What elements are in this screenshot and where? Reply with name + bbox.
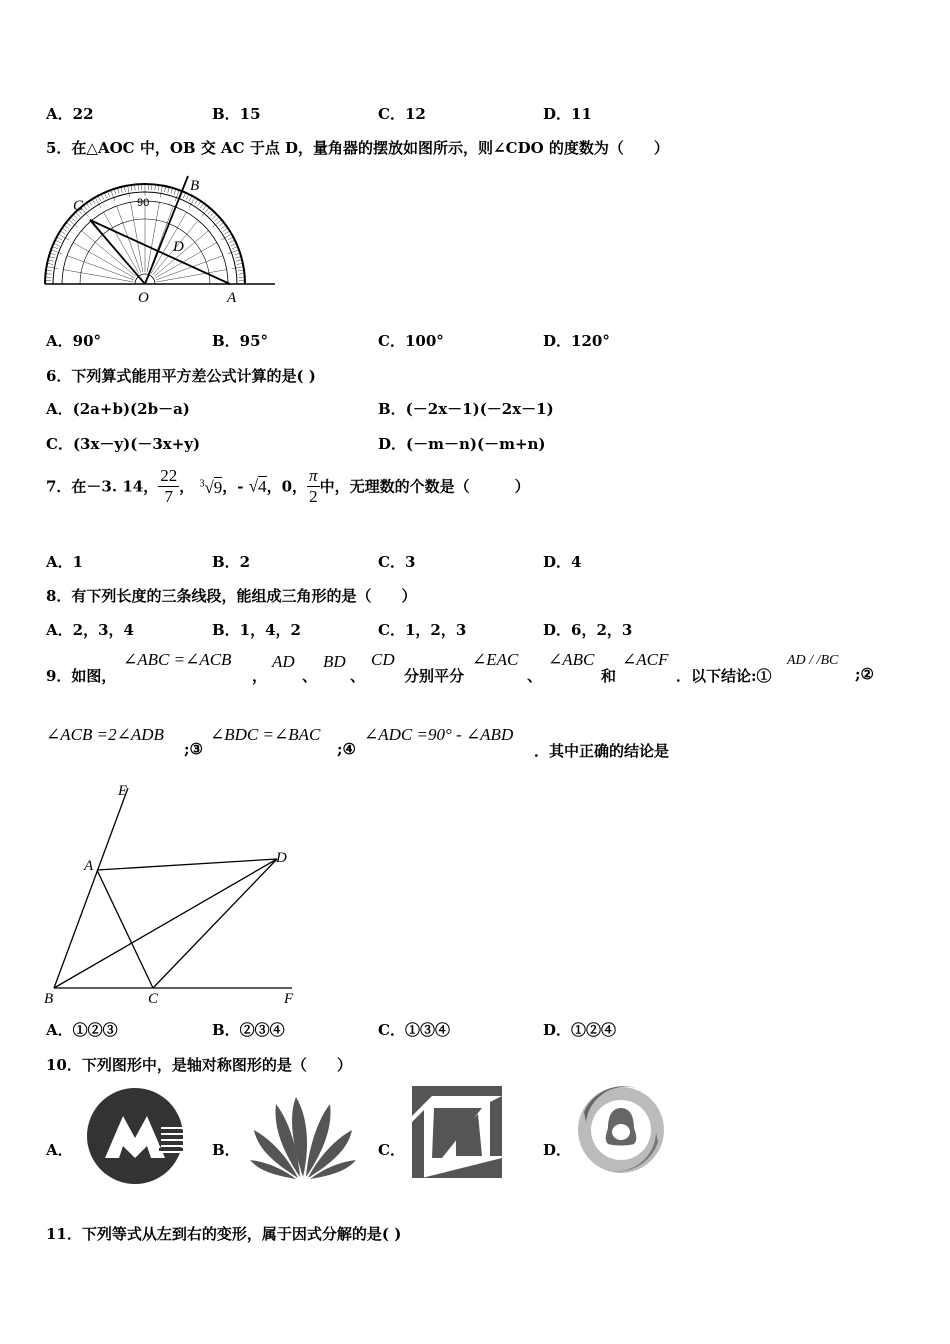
q8-option-c: C．1，2，3 bbox=[378, 621, 467, 639]
protractor-tick bbox=[64, 225, 69, 229]
q6-option-a: A．(2a+b)(2b－a) bbox=[46, 400, 190, 418]
protractor-tick bbox=[89, 201, 92, 206]
q5-option-a: A．90° bbox=[46, 332, 102, 350]
q9-math-acb-2adb: ∠ACB =2∠ADB bbox=[46, 725, 164, 744]
q7-question bbox=[46, 466, 530, 507]
q7-root-index: 3 bbox=[199, 478, 205, 490]
protractor-tick bbox=[117, 188, 119, 194]
protractor-tick bbox=[50, 253, 56, 255]
protractor-tick bbox=[114, 189, 116, 195]
q7-sep2: ，- bbox=[222, 477, 244, 496]
q9-sep7: ．以下结论:① bbox=[676, 667, 772, 685]
q7-frac2-den: 2 bbox=[309, 487, 318, 506]
triangle-label-c: C bbox=[148, 991, 159, 1007]
protractor-tick bbox=[186, 194, 189, 199]
q9-sep4: 分别平分 bbox=[404, 667, 465, 685]
protractor-tick bbox=[54, 243, 59, 245]
protractor-tick bbox=[219, 222, 224, 226]
q9-math-acf: ∠ACF bbox=[622, 650, 669, 669]
protractor-tick bbox=[213, 215, 217, 219]
protractor-tick bbox=[228, 237, 233, 240]
protractor-figure bbox=[40, 170, 280, 306]
protractor-tick bbox=[228, 250, 239, 254]
q7-cube-root: $^3$√9 bbox=[199, 478, 223, 498]
q7-option-b: B．2 bbox=[212, 553, 251, 571]
q9-math-abc: ∠ABC bbox=[548, 650, 595, 669]
q7-frac1-num: 22 bbox=[160, 466, 178, 485]
q6-question: 6．下列算式能用平方差公式计算的是( ) bbox=[46, 367, 316, 385]
protractor-tick bbox=[52, 247, 58, 249]
protractor-tick bbox=[55, 240, 60, 243]
q9-l2-sep2: ;④ bbox=[337, 740, 356, 758]
q5-option-d: D．120° bbox=[543, 332, 610, 350]
q7-sqrt: √4 bbox=[248, 476, 267, 496]
q10-option-a: A． bbox=[46, 1141, 73, 1159]
q7-frac2-num: π bbox=[309, 466, 318, 485]
logo-d-penguin-circle bbox=[576, 1082, 666, 1177]
q7-fraction-22-7 bbox=[158, 466, 179, 507]
q6-option-c: C．(3x－y)(－3x+y) bbox=[46, 435, 201, 453]
q9-sep8: ;② bbox=[855, 665, 874, 683]
q10-option-c: C． bbox=[378, 1141, 405, 1159]
q9-sep5: 、 bbox=[527, 667, 543, 685]
q9-option-a: A．①②③ bbox=[46, 1021, 118, 1039]
q7-option-d: D．4 bbox=[543, 553, 582, 571]
protractor-tick bbox=[128, 186, 130, 198]
q4-option-d: D．11 bbox=[543, 105, 592, 123]
q7-suffix: 中，无理数的个数是（ ） bbox=[319, 477, 530, 496]
q9-option-d: D．①②④ bbox=[543, 1021, 617, 1039]
triangle-label-e: E bbox=[118, 783, 128, 799]
protractor-tick bbox=[215, 217, 219, 221]
protractor-tick bbox=[62, 228, 67, 231]
q9-sep6: 和 bbox=[601, 667, 617, 685]
protractor-label-o: O bbox=[138, 290, 149, 306]
q7-option-a: A．1 bbox=[46, 553, 84, 571]
q9-math-ad-parallel-bc: AD / /BC bbox=[787, 653, 839, 668]
q9-math-abc-acb: ∠ABC =∠ACB bbox=[123, 650, 232, 669]
q9-option-c: C．①③④ bbox=[378, 1021, 450, 1039]
q10-option-b: B． bbox=[212, 1141, 240, 1159]
q9-math-eac: ∠EAC bbox=[472, 650, 519, 669]
q9-prefix: 9．如图， bbox=[46, 667, 117, 685]
logo-b-petals bbox=[248, 1092, 358, 1182]
triangle-label-b: B bbox=[44, 991, 54, 1007]
protractor-tick bbox=[189, 196, 192, 201]
protractor-label-c: C bbox=[73, 198, 84, 214]
q8-option-d: D．6，2，3 bbox=[543, 621, 633, 639]
logo-c-square-shapes bbox=[412, 1086, 502, 1178]
protractor-tick bbox=[165, 186, 166, 192]
protractor-label-d: D bbox=[173, 239, 184, 255]
q7-root-radicand: 9 bbox=[213, 478, 223, 498]
q9-math-bdc-bac: ∠BDC =∠BAC bbox=[210, 725, 321, 744]
q9-math-cd: CD bbox=[371, 650, 395, 669]
q7-frac1-den: 7 bbox=[164, 487, 173, 506]
protractor-tick bbox=[232, 267, 244, 269]
q9-option-b: B．②③④ bbox=[212, 1021, 285, 1039]
q8-option-a: A．2，3，4 bbox=[46, 621, 134, 639]
q4-option-a: A．22 bbox=[46, 105, 94, 123]
q7-sqrt-radicand: 4 bbox=[258, 476, 267, 496]
q5-option-c: C．100° bbox=[378, 332, 444, 350]
protractor-tick bbox=[210, 212, 214, 216]
q7-fraction-pi-2 bbox=[307, 466, 320, 507]
protractor-tick bbox=[86, 203, 90, 208]
q9-sep1: ， bbox=[252, 667, 268, 685]
protractor-tick bbox=[83, 205, 87, 210]
protractor-tick bbox=[168, 187, 169, 193]
triangle-label-f: F bbox=[284, 991, 294, 1007]
q7-sep3: ，0， bbox=[266, 477, 308, 496]
q4-option-c: C．12 bbox=[378, 105, 426, 123]
protractor-tick bbox=[121, 187, 122, 193]
q9-math-bd: BD bbox=[323, 652, 346, 671]
protractor-tick bbox=[174, 189, 176, 195]
q9-l2-sep1: ;③ bbox=[184, 740, 203, 758]
protractor-tick bbox=[221, 225, 226, 229]
protractor-tick bbox=[104, 193, 106, 198]
protractor-tick bbox=[195, 199, 198, 204]
q10-question: 10．下列图形中，是轴对称图形的是（ ） bbox=[46, 1056, 352, 1074]
protractor-label-a: A bbox=[227, 290, 237, 306]
q6-option-d: D．(－m－n)(－m+n) bbox=[378, 435, 546, 453]
protractor-tick bbox=[48, 260, 54, 261]
protractor-tick bbox=[235, 256, 241, 258]
q7-option-c: C．3 bbox=[378, 553, 416, 571]
protractor-tick bbox=[47, 267, 59, 269]
protractor-tick bbox=[108, 191, 110, 197]
protractor-tick bbox=[124, 186, 125, 192]
protractor-tick bbox=[57, 237, 62, 240]
protractor-label-b: B bbox=[190, 178, 200, 194]
logo-a-mountain-circle bbox=[85, 1086, 185, 1186]
q5-question: 5．在△AOC 中，OB 交 AC 于点 D，量角器的摆放如图所示，则∠CDO 的度数为（ ） bbox=[46, 139, 669, 157]
protractor-tick bbox=[98, 196, 101, 201]
q8-question: 8．有下列长度的三条线段，能组成三角形的是（ ） bbox=[46, 587, 417, 605]
protractor-tick bbox=[183, 193, 185, 198]
q9-math-ad: AD bbox=[272, 652, 295, 671]
protractor-tick bbox=[47, 263, 53, 264]
protractor-tick bbox=[234, 253, 240, 255]
protractor-tick bbox=[66, 222, 71, 226]
protractor-tick bbox=[237, 263, 243, 264]
protractor-tick bbox=[223, 228, 228, 231]
q11-question: 11．下列等式从左到右的变形，属于因式分解的是( ) bbox=[46, 1225, 402, 1243]
q9-sep2: 、 bbox=[302, 667, 318, 685]
protractor-ray bbox=[155, 243, 216, 279]
q10-option-d: D． bbox=[543, 1141, 572, 1159]
protractor-tick bbox=[49, 256, 55, 258]
q7-prefix: 7．在－3. 14， bbox=[46, 477, 159, 496]
protractor-tick bbox=[111, 190, 115, 201]
protractor-tick bbox=[73, 215, 77, 219]
q8-option-b: B．1，4，2 bbox=[212, 621, 301, 639]
protractor-tick bbox=[225, 231, 230, 234]
protractor-tick bbox=[51, 250, 62, 254]
q6-option-b: B．(－2x－1)(－2x－1) bbox=[378, 400, 554, 418]
protractor-90-mark: 90 bbox=[137, 197, 150, 209]
triangle-figure bbox=[40, 780, 300, 1010]
protractor-tick bbox=[231, 243, 236, 245]
protractor-tick bbox=[71, 217, 75, 221]
protractor-tick bbox=[160, 186, 162, 198]
q4-option-b: B．15 bbox=[212, 105, 261, 123]
protractor-tick bbox=[232, 247, 238, 249]
protractor-tick bbox=[208, 210, 212, 214]
q7-sep1: ， bbox=[179, 477, 195, 496]
protractor-tick bbox=[236, 260, 242, 261]
q9-math-adc: ∠ADC =90° - ∠ABD bbox=[364, 725, 514, 744]
protractor-tick bbox=[229, 240, 234, 243]
q9-l2-sep3: ．其中正确的结论是 bbox=[534, 742, 670, 760]
protractor-tick bbox=[60, 231, 65, 234]
triangle-label-d: D bbox=[276, 850, 287, 866]
protractor-tick bbox=[171, 188, 173, 194]
protractor-tick bbox=[101, 194, 104, 199]
protractor-tick bbox=[198, 201, 201, 206]
protractor-tick bbox=[203, 205, 207, 210]
q9-sep3: 、 bbox=[350, 667, 366, 685]
q5-option-b: B．95° bbox=[212, 332, 269, 350]
triangle-label-a: A bbox=[84, 858, 94, 874]
protractor-tick bbox=[200, 203, 204, 208]
protractor-tick bbox=[92, 199, 95, 204]
